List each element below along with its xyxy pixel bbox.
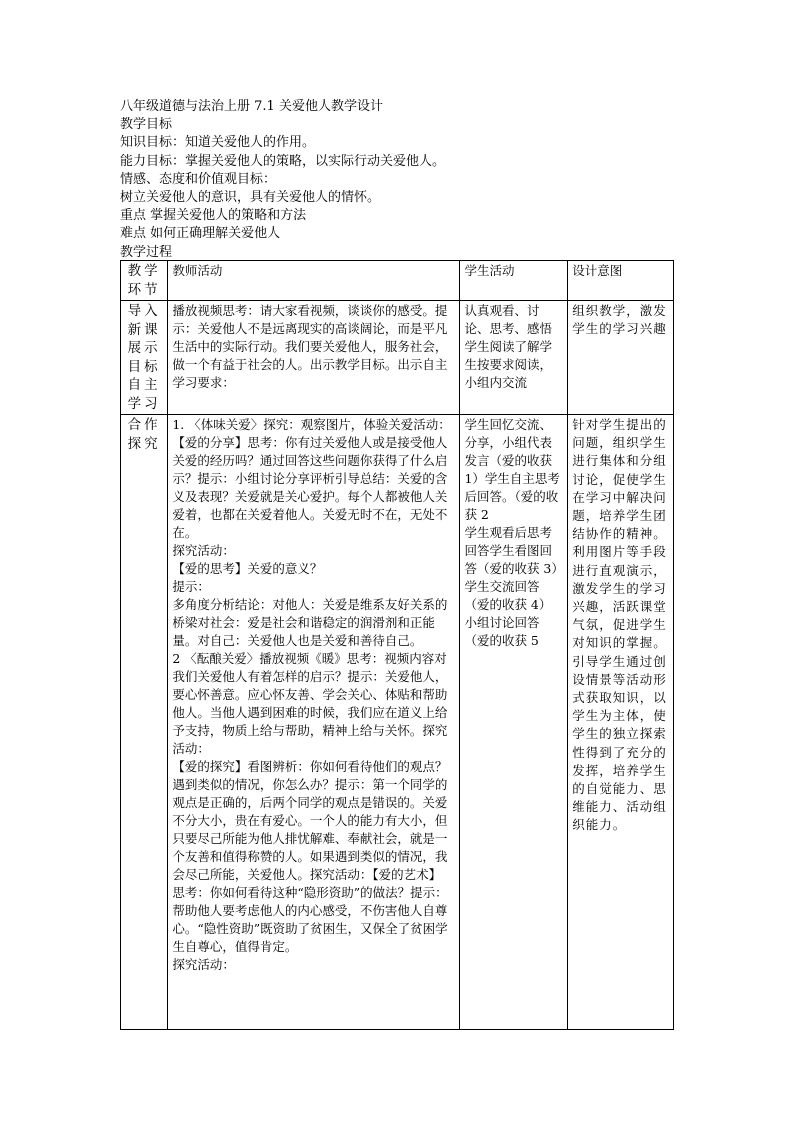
student-paragraph: 学生交流回答（爱的收获 4）小组讨论回答（爱的收获 5 <box>464 579 552 648</box>
header-teacher: 教师活动 <box>168 261 460 301</box>
teacher-paragraph: 多角度分析结论：对他人：关爱是维系友好关系的桥梁对社会：爱是社会和谐稳定的润滑剂和正能量。对自己：关爱他人也是关爱和善待自己。 <box>172 597 448 648</box>
teacher-paragraph: 提示： <box>172 579 210 594</box>
design-intent-cell: 针对学生提出的问题，组织学生进行集体和分组讨论，促使学生在学习中解决问题，培养学生团结协作的精神。利用图片等手段进行直观演示，激发学生的学习兴趣，活跃课堂气氛，促进学生对知识的掌握。引导学生通过创设情景等活动形式获取知识，以学生为主体，使学生的独立探索性得到了充分的发挥，培养学生的自觉能力、思维能力、活动组织能力。 <box>568 415 674 1030</box>
student-paragraph: 学生观看后思考回答学生看图回答（爱的收获 3） <box>464 525 564 576</box>
stage-cell: 合作探究 <box>121 415 168 1030</box>
teacher-paragraph: 【爱的分享】思考：你有过关爱他人或是接受他人关爱的经历吗？通过回答这些问题你获得了什么启示？提示：小组讨论分享评析引导总结：关爱的含义及表现？关爱就是关心爱护。每个人都被他人关爱着，也都在关爱着他人。关爱无时不在，无处不在。 <box>172 435 448 540</box>
teacher-paragraph: 思考：你如何看待这种“隐形资助”的做法？提示：帮助他人要考虑他人的内心感受，不伤害他人自尊心。“隐性资助”既资助了贫困生，又保全了贫困学生自尊心，值得肯定。 <box>172 885 448 954</box>
teacher-activity-cell: 播放视频思考：请大家看视频，谈谈你的感受。提示：关爱他人不是远离现实的高谈阔论，而是平凡生活中的实际行动。我们要关爱他人，服务社会，做一个有益于社会的人。出示教学目标。出示自主学习要求： <box>168 301 460 415</box>
ability-objective: 能力目标：掌握关爱他人的策略，以实际行动关爱他人。 <box>120 153 446 169</box>
header-stage: 教学环节 <box>121 261 168 301</box>
section-heading-objectives: 教学目标 <box>120 117 173 133</box>
difficult-point: 难点 如何正确理解关爱他人 <box>120 226 281 242</box>
stage-cell: 导入新课展示目标自主学习 <box>121 301 168 415</box>
document-title: 八年级道德与法治上册 7.1 关爱他人教学设计 <box>120 99 383 114</box>
teacher-activity-cell <box>168 415 460 1030</box>
table-row <box>121 301 674 415</box>
teacher-paragraph: 探究活动： <box>172 543 235 558</box>
teacher-paragraph: 2 〈酝酿关爱〉播放视频《暖》思考：视频内容对我们关爱他人有着怎样的启示？提示：关爱他人，要心怀善意。应心怀友善、学会关心、体贴和帮助他人。当他人遇到困难的时候，我们应在道义上给予支持，物质上给与帮助，精神上给与关怀。探究活动： <box>172 651 448 756</box>
teacher-paragraph: 【爱的探究】看图辨析：你如何看待他们的观点？遇到类似的情况，你怎么办？提示：第一个同学的观点是正确的，后两个同学的观点是错误的。关爱不分大小，贵在有爱心。一个人的能力有大小，但只要尽己所能为他人排忧解难、奉献社会，就是一个友善和值得称赞的人。如果遇到类似的情况，我会尽己所能，关爱他人。探究活动：【爱的艺术】 <box>172 759 448 882</box>
section-heading-process: 教学过程 <box>120 244 173 260</box>
student-activity-cell <box>460 415 568 1030</box>
lesson-process-table <box>120 260 674 1030</box>
knowledge-objective: 知识目标：知道关爱他人的作用。 <box>120 135 316 151</box>
teacher-paragraph: 1. 〈体味关爱〉探究：观察图片，体验关爱活动： <box>172 417 451 432</box>
header-intent: 设计意图 <box>568 261 674 301</box>
table-row <box>121 415 674 1030</box>
student-paragraph: 学生回忆交流、分享，小组代表发言（爱的收获 1）学生自主思考后回答。（爱的收获 2 <box>464 417 560 522</box>
teacher-paragraph: 探究活动： <box>172 957 235 972</box>
attitude-objective-heading: 情感、态度和价值观目标： <box>120 171 277 187</box>
table-header-row <box>121 261 674 301</box>
attitude-objective: 树立关爱他人的意识，具有关爱他人的情怀。 <box>120 190 381 206</box>
header-student: 学生活动 <box>460 261 568 301</box>
student-activity-cell: 认真观看、讨论、思考、感悟学生阅读了解学生按要求阅读，小组内交流 <box>460 301 568 415</box>
document-header <box>120 98 680 262</box>
key-point: 重点 掌握关爱他人的策略和方法 <box>120 208 307 224</box>
teacher-paragraph: 【爱的思考】关爱的意义？ <box>172 561 323 576</box>
design-intent-cell: 组织教学，激发学生的学习兴趣 <box>568 301 674 415</box>
